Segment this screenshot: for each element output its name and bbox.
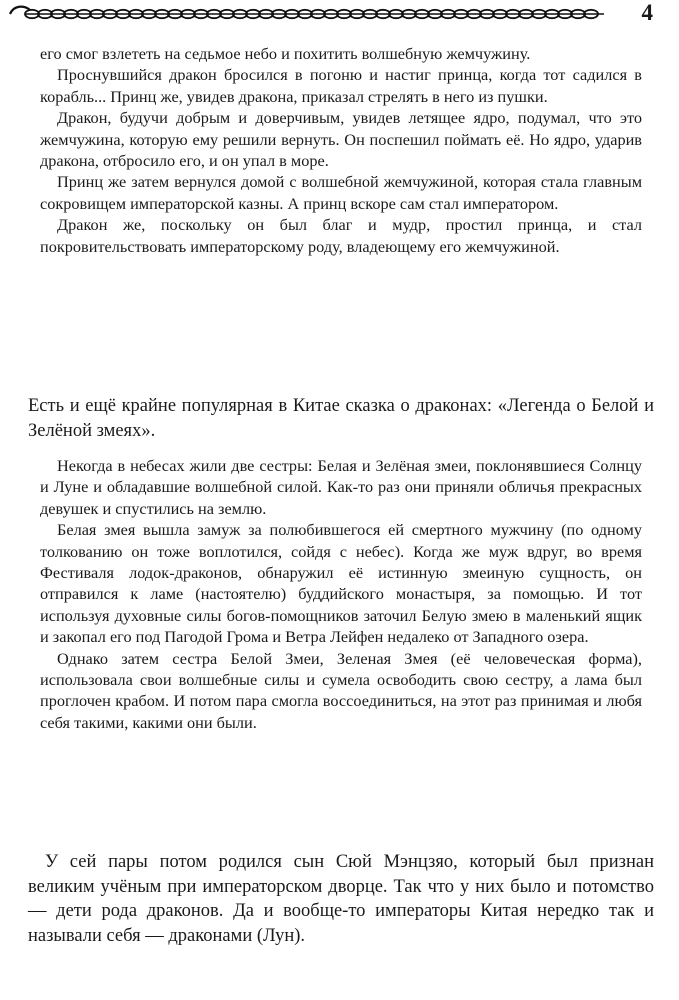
- page-header: [0, 0, 679, 30]
- paragraph: Однако затем сестра Белой Змеи, Зеленая Змея (её человеческая форма), использовала свои волшебные силы и сумела освободить свою сестру, а лама был проглочен крабом. И потом пара смогла воссоединиться, на этот раз принимая и любя себя такими, какими они были.: [40, 648, 642, 732]
- paragraph: Принц же затем вернулся домой с волшебной жемчужиной, которая стала главным сокровищем императорской казны. А принц вскоре сам стал императором.: [40, 172, 642, 213]
- intro-paragraph: [28, 394, 654, 443]
- outro-text: У сей пары потом родился сын Сюй Мэнцзяо, который был признан великим учёным при императорском дворце. Так что у них было и потомство — дети рода драконов. Да и вообще-то императоры Китая нередко так и называли себя — драконами (Лун).: [28, 852, 654, 946]
- page-number: 4: [641, 0, 653, 25]
- intro-text: Есть и ещё крайне популярная в Китае сказка о драконах: «Легенда о Белой и Зелёной змеях».: [28, 396, 654, 441]
- rope-ornament-icon: [8, 4, 608, 24]
- paragraph: Проснувшийся дракон бросился в погоню и настиг принца, когда тот садился в корабль... Принц же, увидев дракона, приказал стрелять в него из пушки.: [40, 65, 642, 106]
- outro-paragraph: [28, 850, 654, 948]
- story-dragon-pearl: [40, 43, 642, 257]
- paragraph: Некогда в небесах жили две сестры: Белая и Зелёная змеи, поклонявшиеся Солнцу и Луне и обладавшие волшебной силой. Как-то раз они приняли обличья прекрасных девушек и спустились на землю.: [40, 456, 642, 518]
- story-white-green-snakes: [40, 455, 642, 733]
- paragraph: его смог взлететь на седьмое небо и похитить волшебную жемчужину.: [40, 44, 531, 63]
- paragraph: Дракон же, поскольку он был благ и мудр, простил принца, и стал покровительствовать императорскому роду, владеющему его жемчужиной.: [40, 215, 642, 256]
- paragraph: Дракон, будучи добрым и доверчивым, увидев летящее ядро, подумал, что это жемчужина, которую ему решили вернуть. Он поспешил поймать её. Но ядро, ударив дракона, отбросило его, и он упал в море.: [40, 108, 642, 171]
- paragraph: Белая змея вышла замуж за полюбившегося ей смертного мужчину (по одному толкованию он тоже воплотился, сойдя с небес). Когда же муж вдруг, во время Фестиваля лодок-драконов, обнаружил её истинную змеиную сущность, он отправился к ламе (настоятелю) буддийского монастыря, за помощью. И тот используя духовные силы богов-помощников заточил Белую змею в маленький ящик и закопал его под Пагодой Грома и Ветра Лейфен недалеко от Западного озера.: [40, 520, 642, 647]
